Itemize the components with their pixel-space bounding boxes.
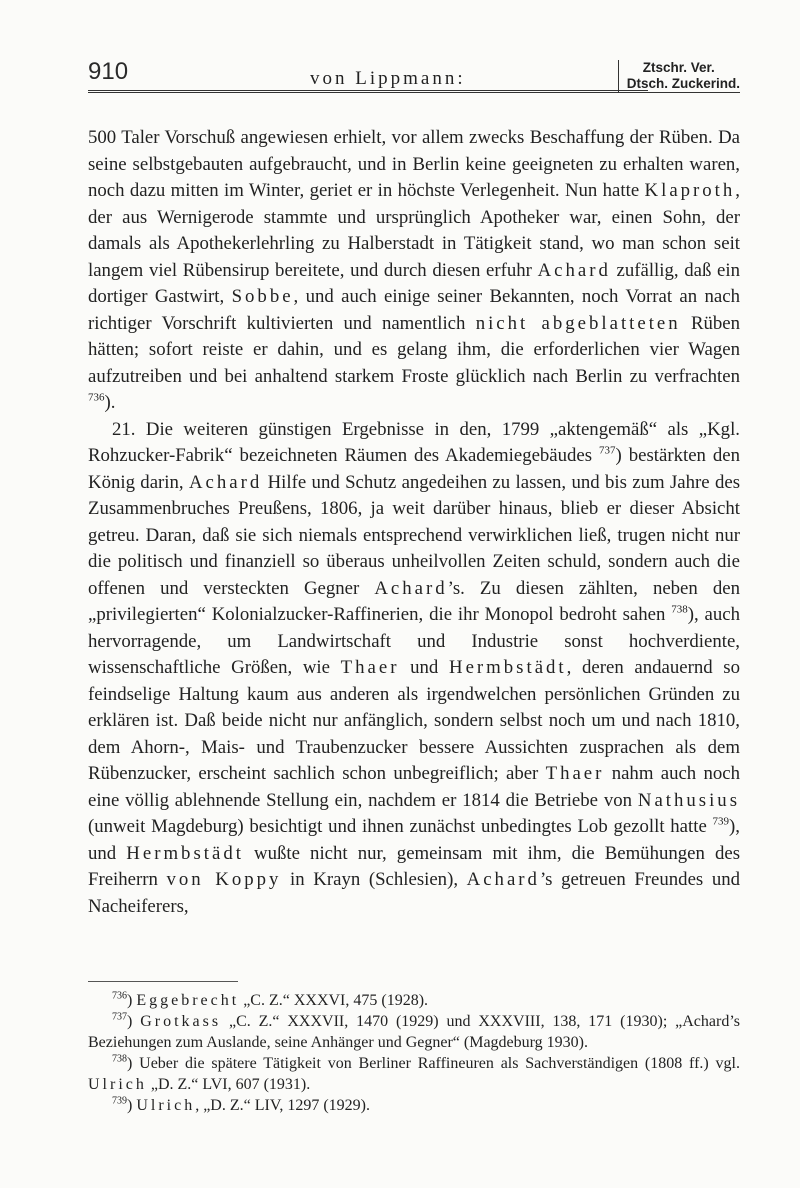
text-run: ), auch hervorragende, um Landwirtschaft und Industrie sonst hochverdiente, wissenschaftliche Größen, wie (88, 604, 740, 678)
name-klaproth: Klaproth (644, 180, 736, 201)
page-header (88, 58, 740, 104)
text-run: nahm auch noch eine völlig ablehnende Stellung ein, nachdem er 1814 die Betriebe von (88, 763, 740, 811)
footnote-ref[interactable]: 739 (712, 815, 730, 828)
footnote-number: 738 (112, 1053, 127, 1065)
text-run: , der aus Wernigerode stammte und ursprünglich Apotheker war, einen Sohn, der damals als Apothekerlehrling zu Halberstadt in Tätigkeit stand, wo man schon seit langem viel Rübensirup bereitete, und durch diesen erfuhr (88, 180, 740, 281)
text-run: Rüben hätten; sofort reiste er dahin, und es gelang ihm, die erforderlichen vier Wagen aufzutreiben und bei anhaltend starkem Froste glücklich nach Berlin zu verfrachten (88, 312, 740, 387)
footnotes (88, 990, 740, 1116)
text-run: ’s getreuen Freundes und Nacheiferers, (88, 869, 741, 917)
footnote-number: 737 (112, 1011, 127, 1023)
main-text (88, 125, 740, 920)
name-sobbe: Sobbe (231, 286, 294, 307)
name-thaer: Thaer (340, 657, 400, 678)
text-run: , und auch einige seiner Bekannten, noch Vorrat an nach richtiger Vorschrift kultivierten und namentlich (88, 286, 740, 334)
name-achard: Achard (537, 259, 611, 281)
text-run: zufällig, daß ein dortiger Gastwirt, (88, 259, 740, 307)
emphasis-nicht: nicht abgeblatteten (475, 312, 681, 334)
footnote-ref[interactable]: 738 (671, 603, 688, 616)
name-hermbstaedt: Hermbstädt (126, 842, 244, 864)
footnote-author: Ulrich (136, 1097, 196, 1114)
text-run: ). (104, 392, 116, 413)
journal-line-2: Dtsch. Zuckerind. (626, 76, 740, 91)
page-number: 910 (88, 58, 129, 85)
text-run: und (399, 657, 450, 678)
text-run: , deren andauernd so feindselige Haltung kaum aus anderen als irgendwelchen persönlichen Gründen zu erklären ist. Daß beide nicht nur anfänglich, sondern selbst noch um und nach 1810, dem Ahorn-, Mais- und Traubenzucker bessere Aussichten zusprachen als dem Rübenzucker, erscheint sachlich schon unbegreiflich; aber (88, 657, 741, 784)
footnote-737: $^{737}$) Grotkass „C. Z.“ XXXVII, 1470 (1929) und XXXVIII, 138, 171 (1930); „Achard’s Beziehungen zum Auslande, seine Anhänger und Gegner“ (Magdeburg 1930). (88, 1011, 741, 1051)
name-achard: Achard (188, 471, 263, 493)
footnote-number: 739 (112, 1095, 127, 1107)
journal-line-1: Ztschr. Ver. (642, 60, 715, 75)
name-achard: Achard (374, 577, 448, 599)
name-hermbstaedt: Hermbstädt (449, 657, 567, 678)
header-rule (88, 90, 648, 93)
footnote-739: $^{739}$) Ulrich, „D. Z.“ LIV, 1297 (1929). (112, 1095, 370, 1114)
running-head: von Lippmann: (310, 68, 466, 89)
footnote-text: Ueber die spätere Tätigkeit von Berliner Raffineuren als Sachverständigen (1808 ff.) vgl. (139, 1055, 741, 1072)
footnote-author: Eggebrecht (136, 992, 240, 1009)
text-run: ), und (88, 816, 740, 864)
footnote-text: „D. Z.“ LVI, 607 (1931). (146, 1076, 311, 1093)
footnote-text: „C. Z.“ XXXVI, 475 (1928). (239, 992, 429, 1009)
footnote-rule (88, 981, 238, 982)
text-run: (unweit Magdeburg) besichtigt und ihnen zunächst unbedingtes Lob gezollt hatte (88, 816, 713, 837)
journal-reference (618, 60, 740, 93)
text-run: in Krayn (Schlesien), (281, 869, 467, 890)
footnote-text: „C. Z.“ XXXVII, 1470 (1929) und XXXVIII, 138, 171 (1930); „Achard’s Beziehungen zum Auslande, seine Anhänger und Gegner“ (Magdeburg 1930). (88, 1013, 741, 1051)
text-run: wußte nicht nur, gemeinsam mit ihm, die Bemühungen des Freiherrn (88, 842, 741, 890)
text-run: ) bestärkten den König darin, (88, 445, 740, 493)
name-thaer: Thaer (545, 763, 605, 784)
paragraph-2 (88, 417, 740, 921)
footnote-author: Ulrich (88, 1076, 147, 1093)
footnote-number: 736 (112, 990, 127, 1002)
text-run: 21. Die weiteren günstigen Ergebnisse in den, 1799 „aktengemäß“ als „Kgl. Rohzucker-Fabrik“ bezeichneten Räumen des Akademiegebäudes (88, 418, 740, 466)
footnote-text: , „D. Z.“ LIV, 1297 (1929). (195, 1097, 370, 1114)
footnote-736: $^{736}$) Eggebrecht „C. Z.“ XXXVI, 475 (1928). (112, 990, 429, 1009)
footnote-738: $^{738}$) Ueber die spätere Tätigkeit von Berliner Raffineuren als Sachverständigen (1808 ff.) vgl. Ulrich „D. Z.“ LVI, 607 (1931). (88, 1053, 741, 1093)
name-koppy: von Koppy (166, 869, 282, 890)
footnote-ref[interactable]: 737 (599, 444, 616, 457)
paragraph-1 (88, 125, 740, 417)
name-achard: Achard (466, 869, 540, 890)
name-nathusius: Nathusius (637, 789, 740, 811)
text-run: Hilfe und Schutz angedeihen zu lassen, und bis zum Jahre des Zusammenbruches Preußens, 1806, ja weit darüber hinaus, blieb er dieser Absicht getreu. Daran, daß sie sich niemals entsprechend verwirklichen ließ, trugen nicht nur die politisch und finanziell so überaus unheilvollen Zeiten schuld, sondern auch die offenen und versteckten Gegner (88, 471, 740, 599)
text-run: ’s. Zu diesen zählten, neben den „privilegierten“ Kolonialzucker-Raffinerien, die ihr Monopol bedroht sahen (88, 577, 740, 625)
footnote-author: Grotkass (140, 1013, 222, 1030)
footnote-ref[interactable]: 736 (88, 391, 105, 404)
text-run: 500 Taler Vorschuß angewiesen erhielt, vor allem zwecks Beschaffung der Rüben. Da seine selbstgebauten aufgebraucht, und in Berlin keine geeigneten zu erhalten waren, noch dazu mitten im Winter, geriet er in höchste Verlegenheit. Nun hatte (88, 127, 740, 201)
